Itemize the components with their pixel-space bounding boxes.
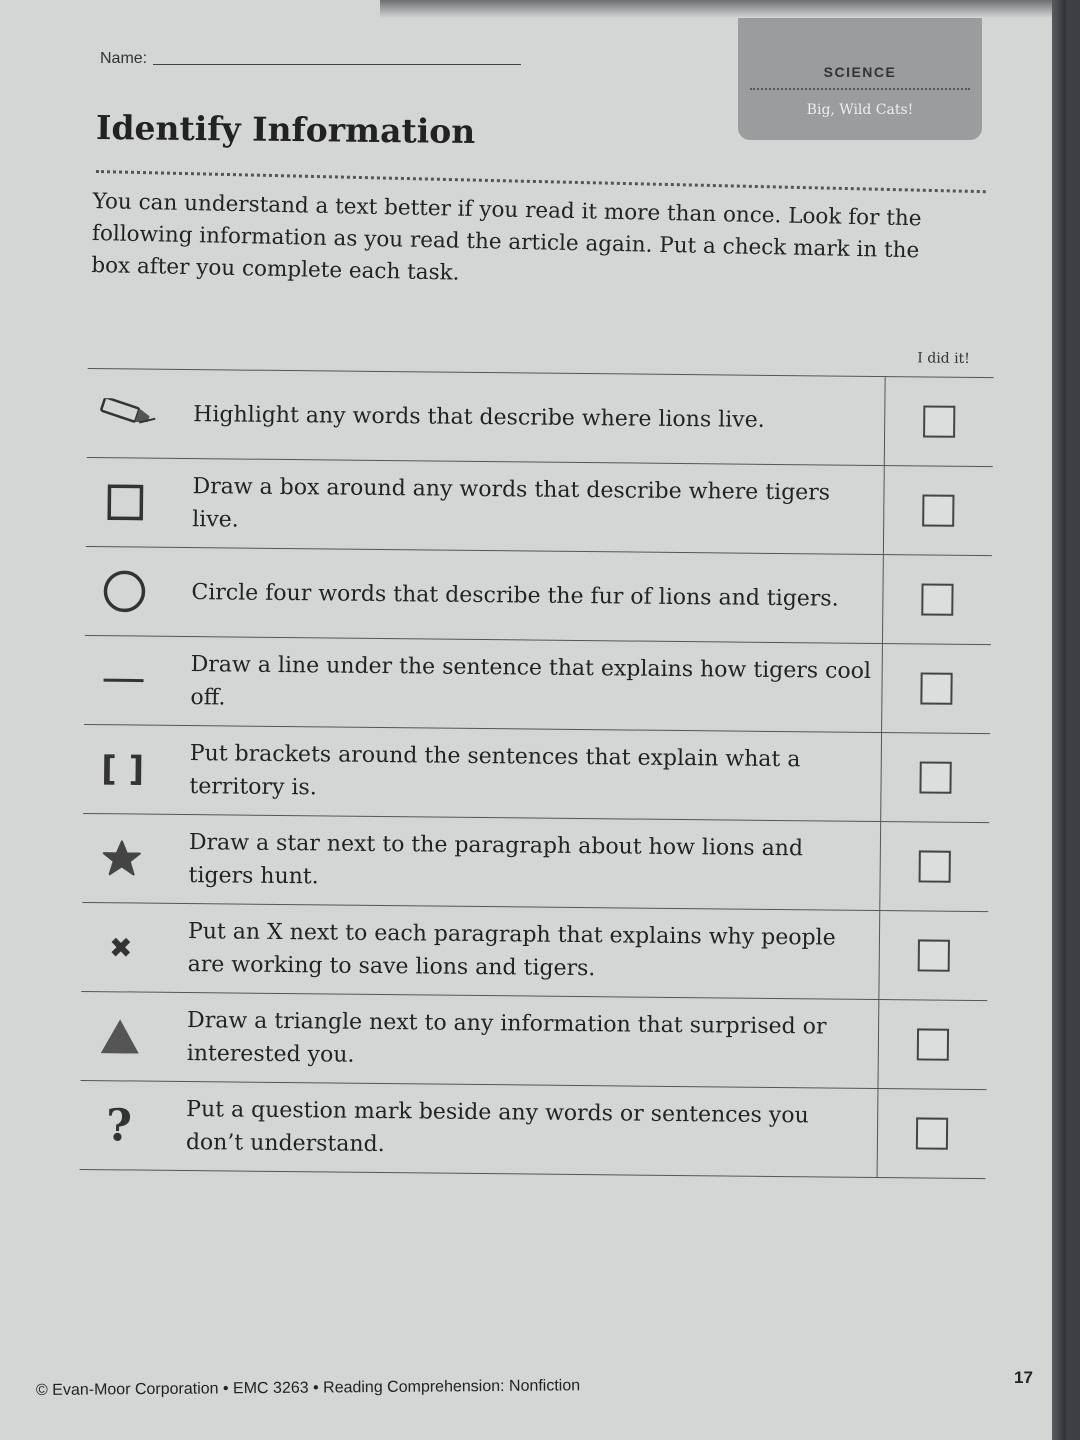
topic-label: Big, Wild Cats!	[806, 102, 914, 118]
task-checkbox[interactable]	[916, 1117, 948, 1149]
task-checkbox[interactable]	[918, 939, 950, 971]
subject-tab	[738, 18, 982, 140]
table-row	[82, 814, 989, 912]
task-text: Draw a triangle next to any information that surprised or interested you.	[186, 1008, 827, 1068]
task-checkbox[interactable]	[919, 761, 951, 793]
table-row	[83, 725, 990, 823]
name-label: Name:	[100, 50, 148, 67]
top-shadow	[380, 0, 1066, 18]
underline-icon	[84, 636, 163, 725]
i-did-it-header: I did it!	[917, 350, 970, 367]
table-row	[84, 636, 991, 734]
task-text: Put a question mark beside any words or sentences you don’t understand.	[185, 1097, 809, 1158]
instructions-text: You can understand a text better if you read it more than once. Look for the following information as you read the article again. Put a check mark in the box after you complete each task.	[91, 188, 922, 286]
task-text: Highlight any words that describe where lions live.	[193, 401, 765, 433]
task-text: Draw a box around any words that describe where tigers live.	[192, 474, 831, 533]
x-mark-icon: ✖	[108, 930, 133, 964]
table-row	[81, 903, 988, 1001]
box-icon	[86, 458, 165, 547]
task-checkbox[interactable]	[919, 850, 951, 882]
task-checkbox[interactable]	[922, 494, 954, 526]
task-checkbox[interactable]	[923, 405, 955, 437]
task-text: Put brackets around the sentences that explain what a territory is.	[189, 741, 801, 801]
name-row	[100, 50, 521, 68]
page-number: 17	[1014, 1368, 1033, 1387]
task-checkbox[interactable]	[921, 583, 953, 615]
tab-divider	[750, 88, 970, 90]
subject-label: SCIENCE	[823, 64, 897, 80]
task-table	[80, 340, 994, 1179]
task-checkbox[interactable]	[917, 1028, 949, 1060]
task-text: Circle four words that describe the fur of lions and tigers.	[191, 579, 839, 612]
brackets-icon: [ ]	[100, 749, 145, 790]
task-text: Draw a star next to the paragraph about how lions and tigers hunt.	[188, 830, 804, 890]
page-edge	[1052, 0, 1066, 1440]
table-row	[85, 547, 992, 645]
triangle-icon	[81, 992, 160, 1081]
task-checkbox[interactable]	[920, 672, 952, 704]
table-row	[87, 369, 994, 467]
highlighter-icon	[87, 369, 166, 458]
table-row	[86, 458, 993, 556]
question-mark-icon: ?	[105, 1099, 133, 1151]
task-text: Put an X next to each paragraph that explains why people are working to save lions and tigers.	[187, 919, 836, 982]
circle-icon	[85, 547, 164, 636]
star-icon	[82, 814, 161, 903]
task-text: Draw a line under the sentence that explains how tigers cool off.	[190, 652, 872, 711]
page-title: Identify Information	[95, 108, 476, 151]
footer-credit: © Evan-Moor Corporation • EMC 3263 • Reading Comprehension: Nonfiction	[35, 1377, 581, 1399]
table-row	[80, 992, 987, 1090]
table-row	[80, 1081, 987, 1179]
name-field[interactable]	[153, 63, 521, 65]
